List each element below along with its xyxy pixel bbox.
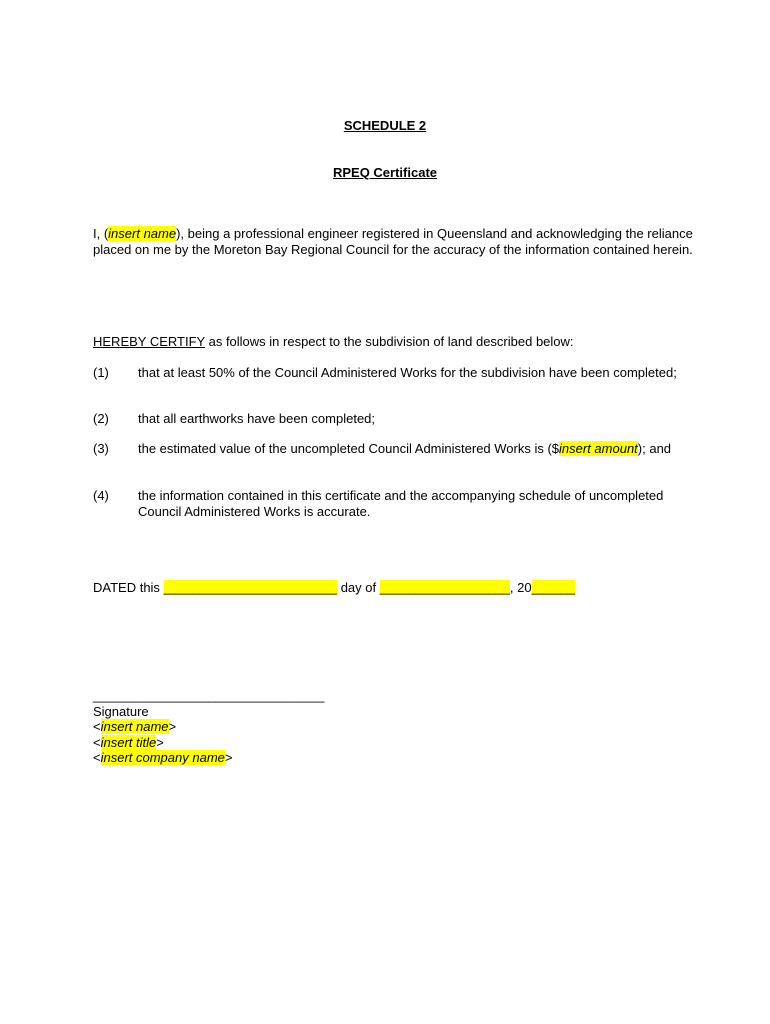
item-text: that at least 50% of the Council Administered Works for the subdivision have been completed; — [138, 365, 677, 380]
signatory-title — [93, 735, 324, 751]
list-item — [93, 411, 693, 427]
signature-block — [93, 688, 324, 766]
day-of-label: day of — [337, 580, 380, 595]
intro-prefix: I, ( — [93, 226, 109, 241]
item-suffix: ); and — [637, 441, 672, 456]
schedule-title: SCHEDULE 2 — [343, 118, 427, 133]
certify-rest: as follows in respect to the subdivision of land described below: — [204, 334, 574, 349]
dated-label: DATED this — [93, 580, 164, 595]
insert-amount-placeholder: insert amount — [559, 441, 638, 456]
name-close: > — [168, 719, 177, 734]
certificate-title: RPEQ Certificate — [332, 165, 438, 180]
item-number: (4) — [93, 488, 109, 503]
name-open: < — [93, 719, 101, 734]
item-number: (3) — [93, 441, 109, 456]
year-prefix: , 20 — [509, 580, 532, 595]
signature-label: Signature — [93, 703, 149, 719]
item-text — [138, 441, 678, 457]
title-close: > — [156, 734, 164, 750]
year-blank: ______ — [531, 580, 575, 595]
insert-name-placeholder: insert name — [100, 719, 169, 734]
certify-paragraph — [93, 334, 693, 350]
day-blank: ________________________ — [163, 580, 338, 595]
company-open: < — [93, 750, 101, 765]
insert-name-placeholder: insert name — [108, 226, 177, 241]
insert-company-placeholder: insert company name — [100, 750, 225, 765]
title-open: < — [93, 734, 101, 750]
item-number: (1) — [93, 365, 109, 380]
intro-paragraph — [93, 226, 693, 258]
list-item — [93, 488, 693, 520]
signatory-company — [93, 750, 324, 766]
insert-title-placeholder: insert title — [100, 734, 157, 750]
signatory-name — [93, 719, 324, 735]
intro-suffix: ), being a professional engineer registered in Queensland and acknowledging the reliance placed on me by the Moreton Bay Regional Council for the accuracy of the information contained herein. — [93, 226, 693, 257]
dated-line — [93, 580, 575, 596]
list-item — [93, 441, 693, 473]
hereby-certify-label: HEREBY CERTIFY — [93, 334, 205, 349]
list-item — [93, 365, 693, 397]
item-number: (2) — [93, 411, 109, 426]
signature-line: ________________________________ — [93, 688, 325, 703]
month-blank: __________________ — [379, 580, 510, 595]
item-text: the information contained in this certificate and the accompanying schedule of uncompleted Council Administered Works is accurate. — [138, 488, 664, 519]
item-prefix: the estimated value of the uncompleted Council Administered Works is ($ — [138, 441, 560, 456]
item-text: that all earthworks have been completed; — [138, 411, 376, 426]
company-close: > — [224, 750, 233, 765]
